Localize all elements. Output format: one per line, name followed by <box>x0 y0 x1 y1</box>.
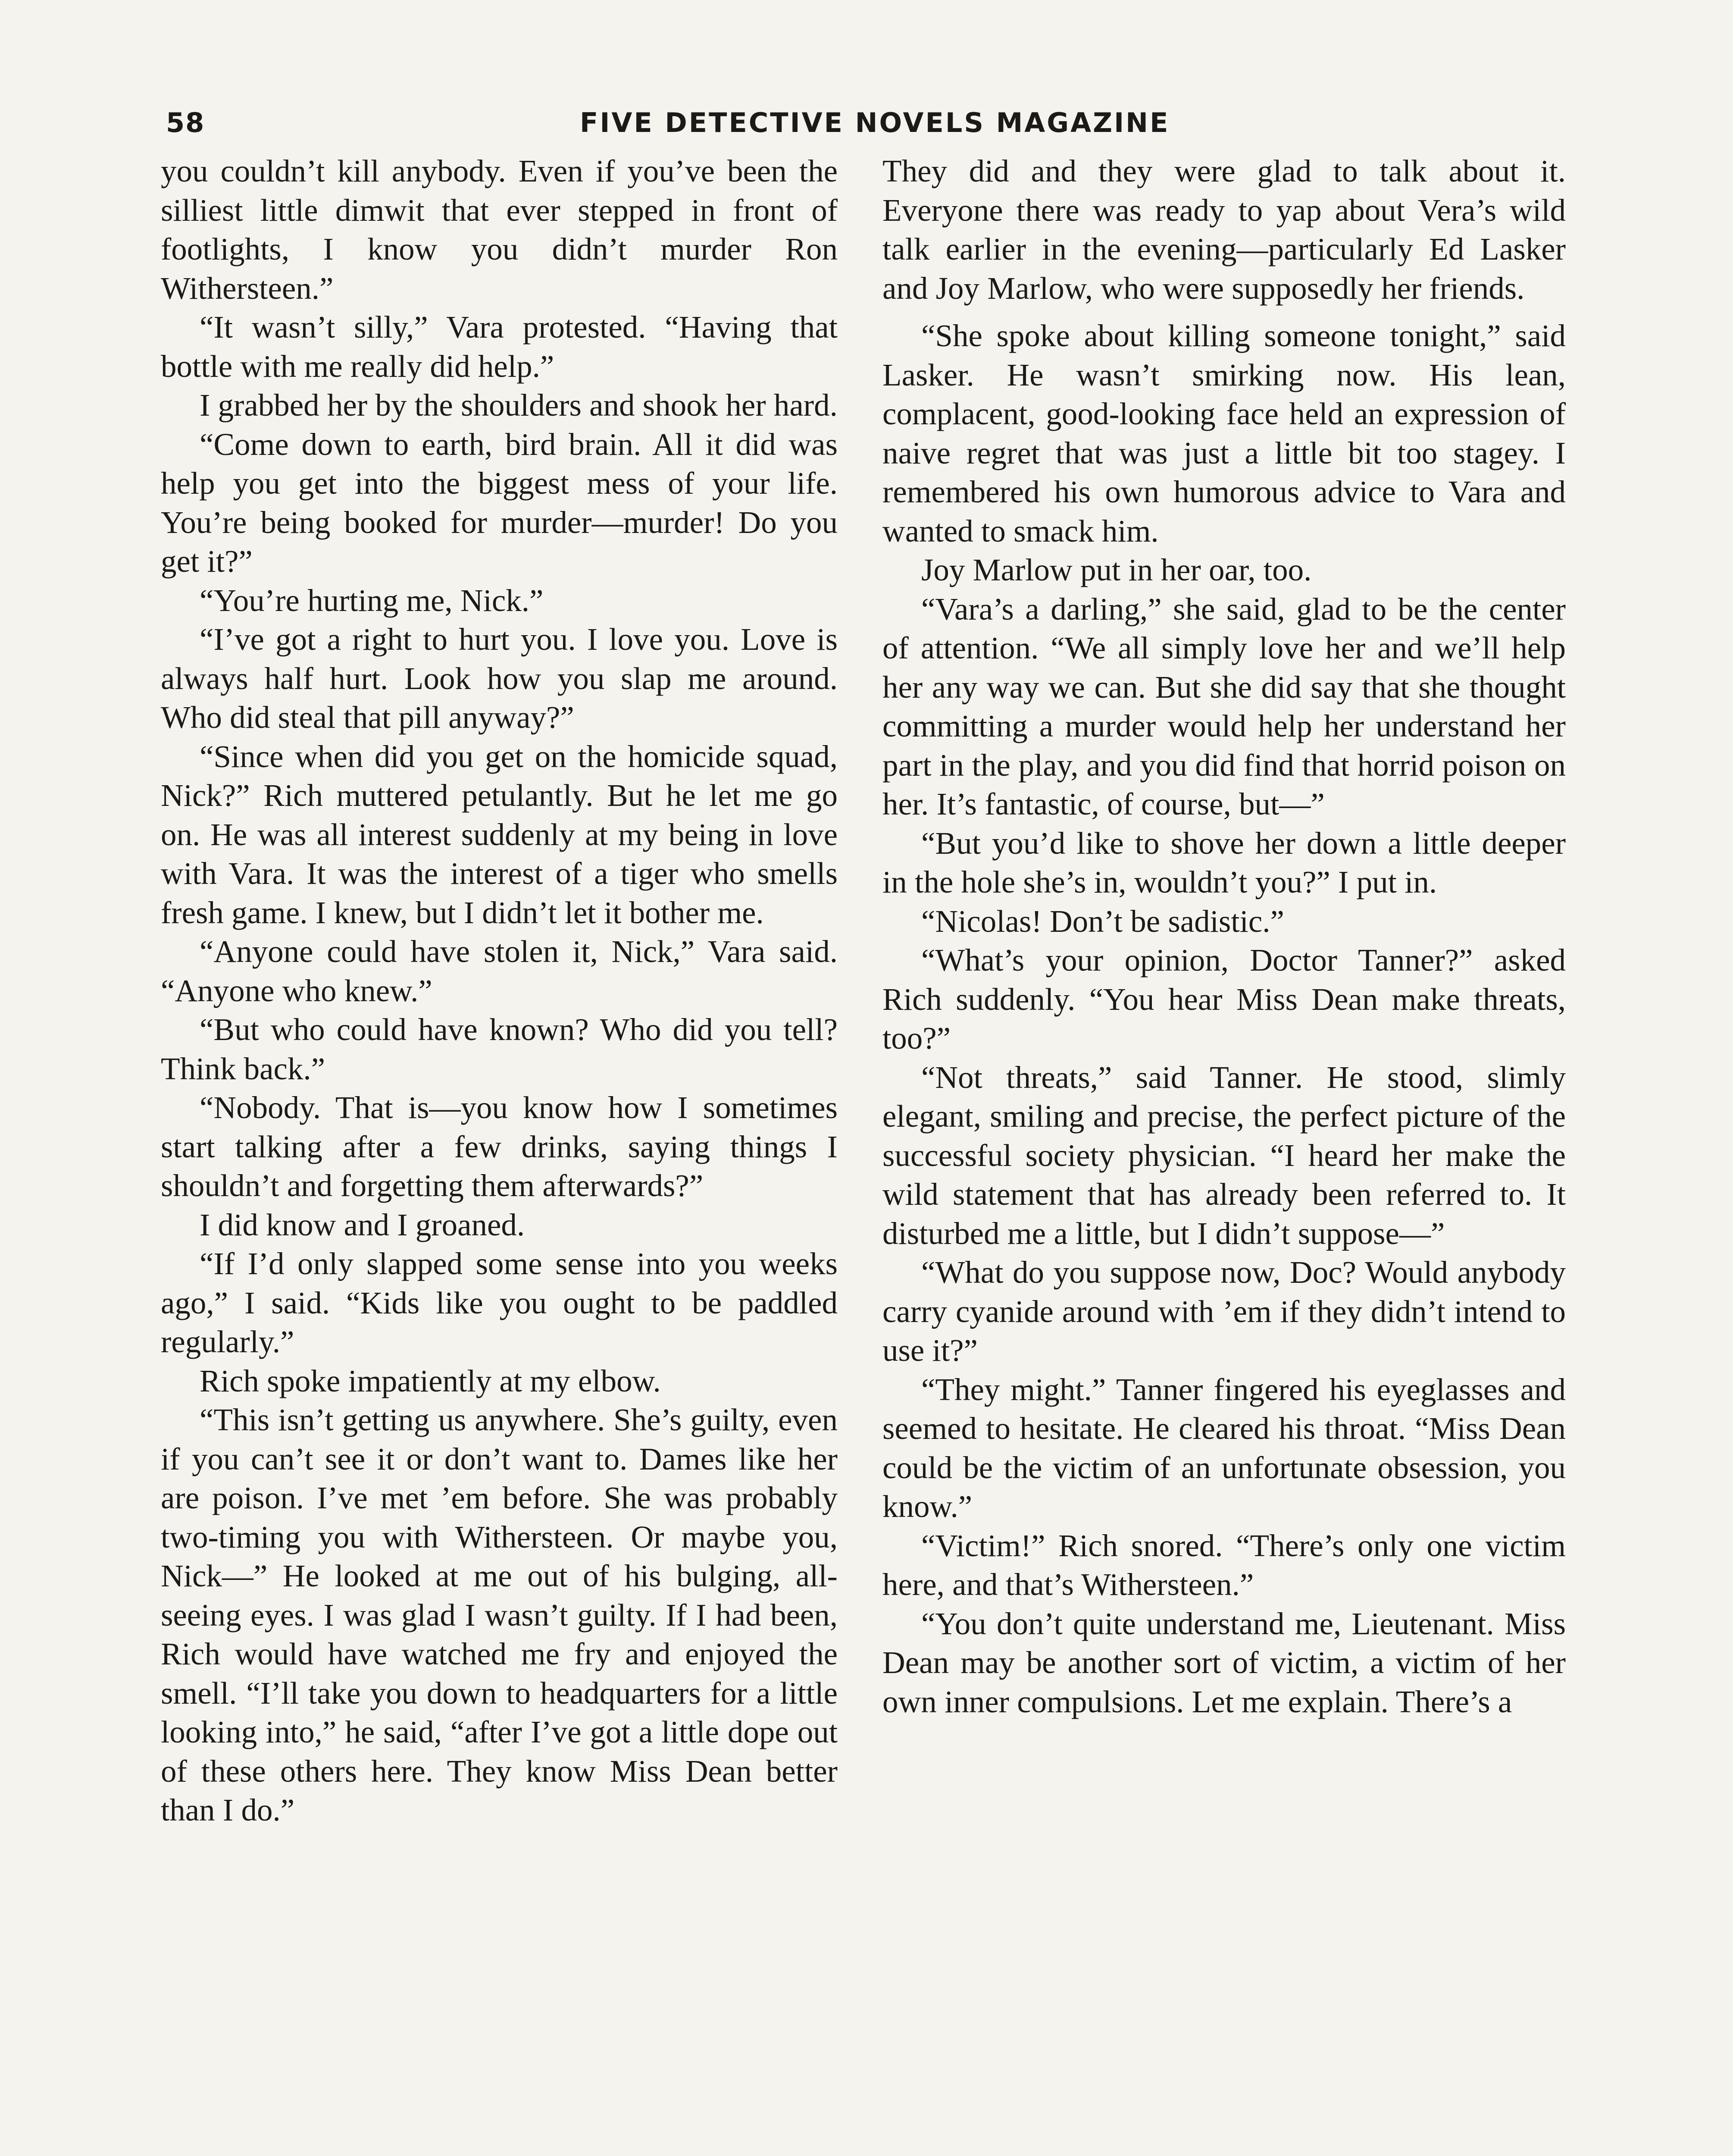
paragraph: “Anyone could have stolen it, Nick,” Vara said. “Anyone who knew.” <box>161 934 838 1008</box>
paragraph: “What’s your opinion, Doctor Tanner?” asked Rich suddenly. “You hear Miss Dean make threats, too?” <box>882 943 1566 1056</box>
paragraph: “Nicolas! Don’t be sadistic.” <box>921 903 1284 939</box>
paragraph: “What do you suppose now, Doc? Would anybody carry cyanide around with ’em if they didn’t intend to use it?” <box>882 1255 1566 1368</box>
paragraph: Joy Marlow put in her oar, too. <box>921 552 1312 587</box>
paragraph: “You’re hurting me, Nick.” <box>200 583 544 618</box>
magazine-title: FIVE DETECTIVE NOVELS MAGAZINE <box>580 107 1170 138</box>
paragraph: “It wasn’t silly,” Vara protested. “Having that bottle with me really did help.” <box>161 310 838 384</box>
paragraph: I grabbed her by the shoulders and shook her hard. <box>200 388 838 423</box>
paragraph: “She spoke about killing someone tonight,” said Lasker. He wasn’t smirking now. His lean, complacent, good-looking face held an expression of naive regret that was just a little bit too stagey. I remembered his own humorous advice to Vara and wanted to smack him. <box>882 318 1566 548</box>
paragraph: Rich spoke impatiently at my elbow. <box>200 1363 661 1398</box>
paragraph: “Since when did you get on the homicide squad, Nick?” Rich muttered petulantly. But he let me go on. He was all interest suddenly at my being in love with Vara. It was the interest of a tiger who smells fresh game. I knew, but I didn’t let it bother me. <box>161 739 838 930</box>
paragraph: “Come down to earth, bird brain. All it did was help you get into the biggest mess of your life. You’re being booked for murder—murder! Do you get it?” <box>161 426 838 579</box>
paragraph: “I’ve got a right to hurt you. I love you. Love is always half hurt. Look how you slap me around. Who did steal that pill anyway?” <box>161 622 838 735</box>
paragraph: I did know and I groaned. <box>200 1207 525 1242</box>
paragraph: “Vara’s a darling,” she said, glad to be the center of attention. “We all simply love her and we’ll help her any way we can. But she did say that she thought committing a murder would help her understand her part in the play, and you did find that horrid poison on her. It’s fantastic, of course, but—” <box>882 591 1566 821</box>
paragraph: They did and they were glad to talk about it. Everyone there was ready to yap about Vera’s wild talk earlier in the evening—particularly Ed Lasker and Joy Marlow, who were supposedly her friends. <box>882 154 1566 306</box>
paragraph: “Not threats,” said Tanner. He stood, slimly elegant, smiling and precise, the perfect picture of the successful society physician. “I heard her make the wild statement that has already been referred to. It disturbed me a little, but I didn’t suppose—” <box>882 1059 1566 1251</box>
paragraph: “But who could have known? Who did you tell? Think back.” <box>161 1012 838 1086</box>
paragraph: “You don’t quite understand me, Lieutenant. Miss Dean may be another sort of victim, a victim of her own inner compulsions. Let me explain. There’s a <box>882 1606 1566 1719</box>
paragraph: “Nobody. That is—you know how I sometimes start talking after a few drinks, saying things I shouldn’t and forgetting them afterwards?” <box>161 1090 838 1203</box>
paragraph: “If I’d only slapped some sense into you weeks ago,” I said. “Kids like you ought to be paddled regularly.” <box>161 1246 838 1359</box>
paragraph: “Victim!” Rich snored. “There’s only one victim here, and that’s Withersteen.” <box>882 1528 1566 1602</box>
page-number: 58 <box>166 107 205 138</box>
paragraph: “But you’d like to shove her down a little deeper in the hole she’s in, wouldn’t you?” I put in. <box>882 825 1566 899</box>
paragraph: “This isn’t getting us anywhere. She’s guilty, even if you can’t see it or don’t want to. Dames like her are poison. I’ve met ’em before. She was probably two-timing you with Withersteen. Or maybe you, Nick—” He looked at me out of his bulging, all-seeing eyes. I was glad I wasn’t guilty. If I had been, Rich would have watched me fry and enjoyed the smell. “I’ll take you down to headquarters for a little looking into,” he said, “after I’ve got a little dope out of these others here. They know Miss Dean better than I do.” <box>161 1402 838 1827</box>
right-column <box>882 152 1566 1721</box>
left-column <box>161 152 838 1830</box>
paragraph: “They might.” Tanner fingered his eyeglasses and seemed to hesitate. He cleared his throat. “Miss Dean could be the victim of an unfortunate obsession, you know.” <box>882 1372 1566 1524</box>
page-header <box>166 107 1563 146</box>
paragraph: you couldn’t kill anybody. Even if you’ve been the silliest little dimwit that ever stepped in front of footlights, I know you didn’t murder Ron Withersteen.” <box>161 154 838 306</box>
